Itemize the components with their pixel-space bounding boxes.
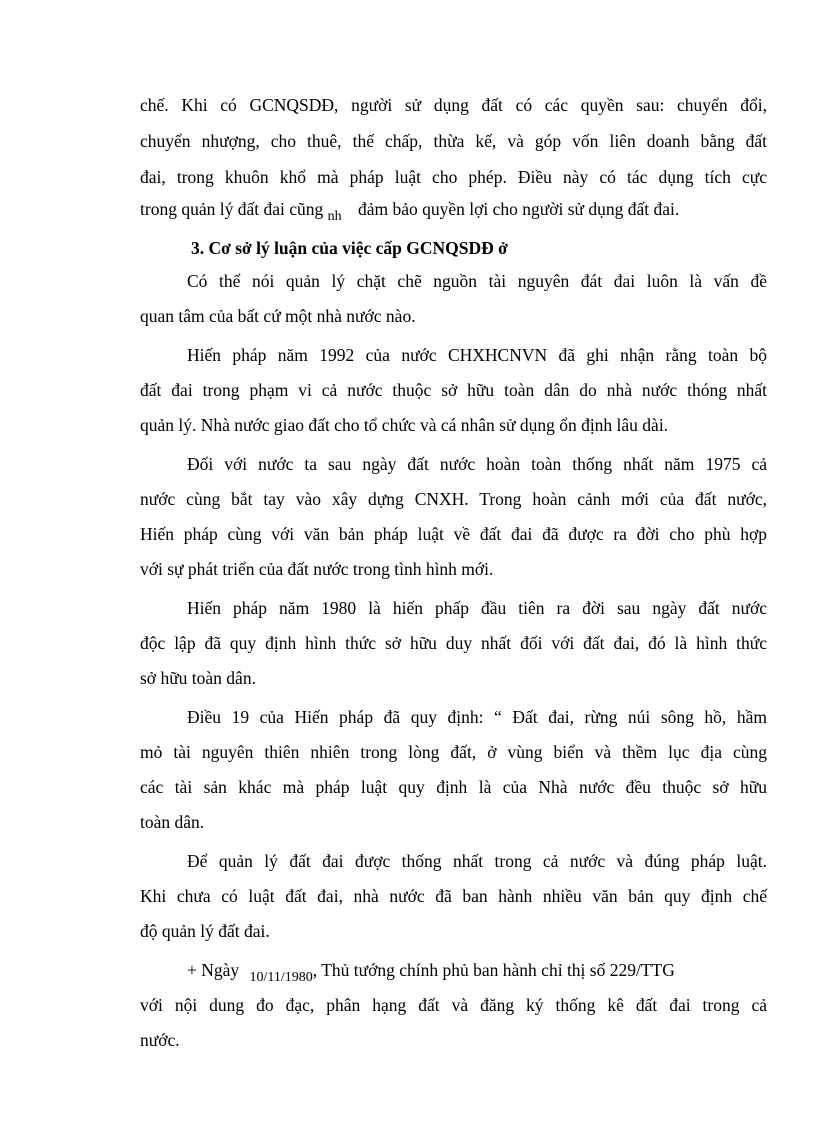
- date-small-text: 10/11/1980: [249, 970, 313, 985]
- text-line: đất đai trong phạm vi cả nước thuộc sở hữu toàn dân do nhà nước thóng nhất: [140, 380, 767, 400]
- text-segment: + Ngày: [187, 960, 240, 980]
- text-line: quản lý. Nhà nước giao đất cho tổ chức và cá nhân sử dụng ổn định lâu dài.: [140, 415, 669, 435]
- text-line: chế. Khi có GCNQSDĐ, người sử dụng đất có các quyền sau: chuyển đổi,: [140, 95, 767, 115]
- text-segment: , Thủ tướng chính phủ ban hành chỉ thị số 229/TTG: [312, 960, 675, 980]
- text-line: độc lập đã quy định hình thức sở hữu duy nhất đối với đất đai, đó là hình thức: [140, 633, 767, 653]
- text-segment: đảm bảo quyền lợi cho người sử dụng đất đai.: [357, 199, 680, 219]
- section-heading: 3. Cơ sở lý luận của việc cấp GCNQSDĐ ở: [191, 238, 508, 258]
- text-line: đai, trong khuôn khổ mà pháp luật cho phép. Điều này có tác dụng tích cực: [140, 167, 767, 187]
- text-line: sở hữu toàn dân.: [140, 668, 256, 688]
- text-line: Khi chưa có luật đất đai, nhà nước đã ban hành nhiều văn bản quy định chế: [140, 886, 767, 906]
- small-text-segment: nh: [327, 209, 342, 224]
- text-line: mỏ tài nguyên thiên nhiên trong lòng đất, ở vùng biển và thềm lục địa cùng: [140, 742, 767, 762]
- text-line: Hiến pháp năm 1980 là hiến phấp đầu tiên ra đời sau ngày đất nước: [187, 598, 767, 618]
- text-segment: trong quản lý đất đai cũng: [140, 199, 324, 219]
- text-line: với sự phát triển của đất nước trong tình hình mới.: [140, 559, 494, 579]
- text-line: Hiến pháp năm 1992 của nước CHXHCNVN đã ghi nhận rằng toàn bộ: [187, 345, 767, 365]
- text-line: Đối với nước ta sau ngày đất nước hoàn toàn thống nhất năm 1975 cả: [187, 454, 767, 474]
- text-line: Có thể nói quản lý chặt chẽ nguồn tài nguyên đát đai luôn là vấn đề: [187, 271, 767, 291]
- text-line: toàn dân.: [140, 812, 205, 832]
- text-line: Hiến pháp cùng với văn bản pháp luật về đất đai đã được ra đời cho phù hợp: [140, 524, 767, 544]
- text-line: các tài sản khác mà pháp luật quy định là của Nhà nước đều thuộc sở hữu: [140, 777, 767, 797]
- text-line: độ quản lý đất đai.: [140, 921, 270, 941]
- text-line: với nội dung đo đạc, phân hạng đất và đăng ký thống kê đất đai trong cả: [140, 995, 767, 1015]
- text-line: quan tâm của bất cứ một nhà nước nào.: [140, 306, 416, 326]
- text-line: nước.: [140, 1030, 180, 1050]
- text-line: nước cùng bắt tay vào xây dựng CNXH. Trong hoàn cảnh mới của đất nước,: [140, 489, 767, 509]
- text-line: Để quản lý đất đai được thống nhất trong cả nước và đúng pháp luật.: [187, 851, 767, 871]
- text-line: chuyển nhượng, cho thuê, thế chấp, thừa kế, và góp vốn liên doanh bằng đất: [140, 131, 767, 151]
- text-line: [187, 959, 675, 989]
- text-line: [140, 198, 679, 228]
- text-line: Điều 19 của Hiến pháp đã quy định: “ Đất đai, rừng núi sông hồ, hầm: [187, 707, 767, 727]
